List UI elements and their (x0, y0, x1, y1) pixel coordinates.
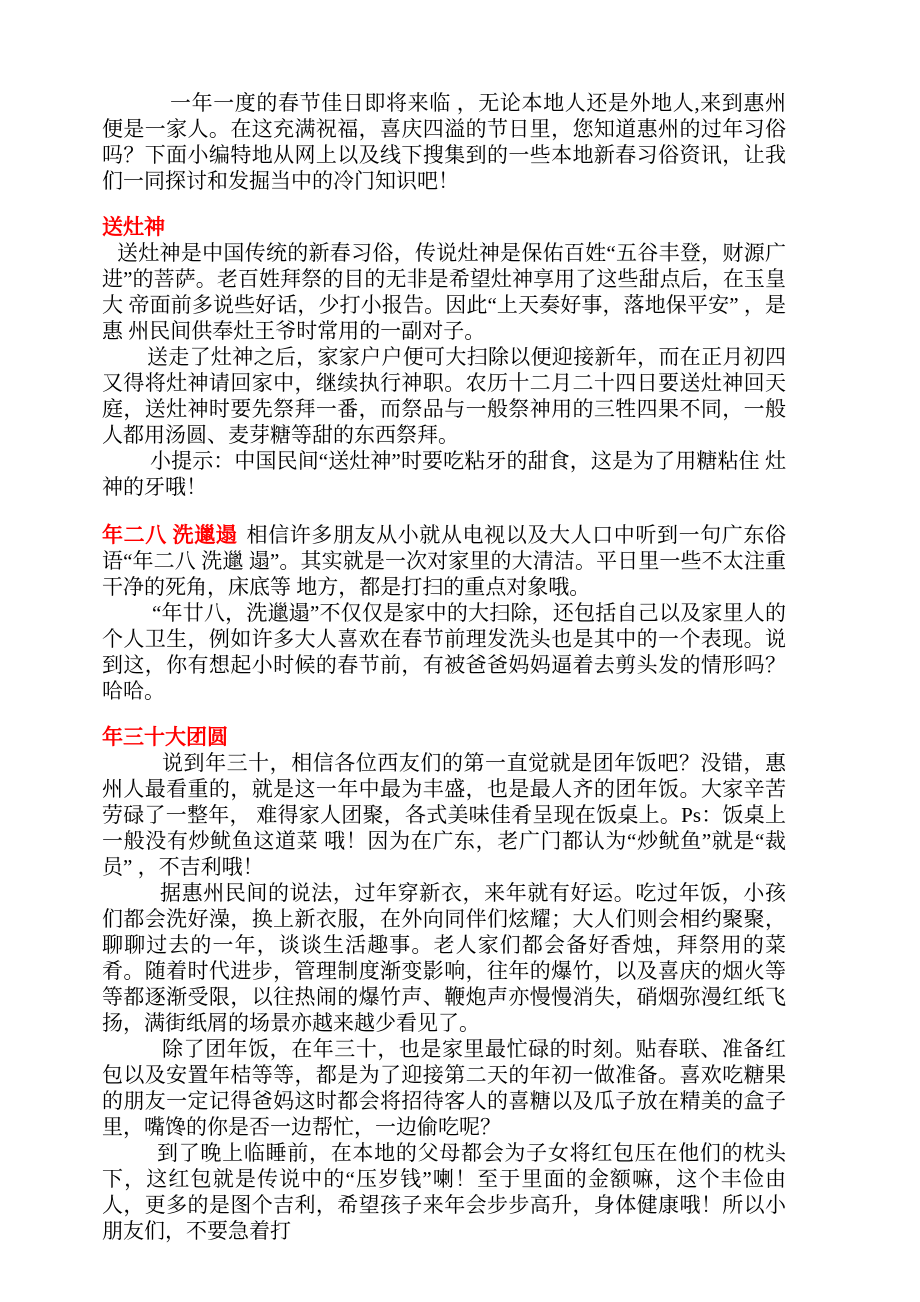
paragraph-song-zao-shen-1: 送灶神是中国传统的新春习俗，传说灶神是保佑百姓“五谷丰登，财源广进”的菩萨。老百姓拜祭的目的无非是希望灶神享用了这些甜点后，在玉皇大 帝面前多说些好话，少打小报告。因此“上天奏好事，落地保平安” ，是惠 州民间供奉灶王爷时常用的一副对子。 (102, 241, 786, 343)
paragraph-song-zao-shen-tip: 小提示：中国民间“送灶神”时要吃粘牙的甜食，这是为了用糖粘住 灶神的牙哦！ (102, 449, 786, 499)
intro-paragraph: 一年一度的春节佳日即将来临 ，无论本地人还是外地人,来到惠州便是一家人。在这充满祝福，喜庆四溢的节日里，您知道惠州的过年习俗吗？下面小编特地从网上以及线下搜集到的一些本地新春习俗资讯，让我们一同探讨和发掘当中的冷门知识吧！ (102, 91, 786, 193)
paragraph-nian-san-shi-3: 除了团年饭，在年三十，也是家里最忙碌的时刻。贴春联、准备红包以及安置年桔等等，都是为了迎接第二天的年初一做准备。喜欢吃糖果的朋友一定记得爸妈这时都会将招待客人的喜糖以及瓜子放在精美的盒子里，嘴馋的你是否一边帮忙，一边偷吃呢？ (102, 1037, 786, 1139)
section-heading-nian-san-shi: 年三十大团圆 (102, 725, 228, 749)
paragraph-nian-er-ba-lead: 相信许多朋友从小就从电视以及大人口中听到一句广东俗语“年二八 洗邋 遢”。其实就是一次对家里的大清洁。平日里一些不太注重干净的死角，床底等 地方，都是打扫的重点对象哦。 (102, 523, 786, 599)
paragraph-nian-san-shi-4: 到了晚上临睡前，在本地的父母都会为子女将红包压在他们的枕头下，这红包就是传说中的“压岁钱”喇！至于里面的金额嘛，这个丰俭由人，更多的是图个吉利，希望孩子来年会步步高升，身体健康哦！所以小朋友们，不要急着打 (102, 1141, 786, 1243)
paragraph-nian-san-shi-1: 说到年三十，相信各位西友们的第一直觉就是团年饭吧？没错，惠州人最看重的，就是这一年中最为丰盛，也是最人齐的团年饭。大家辛苦劳碌了一整年， 难得家人团聚，各式美味佳肴呈现在饭桌上。Ps：饭桌上一般没有炒鱿鱼这道菜 哦！因为在广东，老广门都认为“炒鱿鱼”就是“裁员” ，不吉利哦！ (102, 751, 786, 879)
paragraph-nian-er-ba-2: “年廿八，洗邋遢”不仅仅是家中的大扫除，还包括自己以及家里人的个人卫生，例如许多大人喜欢在春节前理发洗头也是其中的一个表现。说到这，你有想起小时候的春节前，有被爸爸妈妈逼着去剪头发的情形吗？哈哈。 (102, 601, 786, 703)
section-heading-song-zao-shen: 送灶神 (102, 215, 165, 239)
section-nian-er-ba (102, 522, 786, 600)
section-heading-nian-er-ba: 年二八 洗邋遢 (102, 523, 238, 547)
paragraph-nian-san-shi-2: 据惠州民间的说法，过年穿新衣，来年就有好运。吃过年饭，小孩们都会洗好澡，换上新衣服，在外向同伴们炫耀；大人们则会相约聚聚，聊聊过去的一年，谈谈生活趣事。老人家们都会备好香烛，拜祭用的菜肴。随着时代进步，管理制度渐变影响，往年的爆竹，以及喜庆的烟火等等都逐渐受限，以往热闹的爆竹声、鞭炮声亦慢慢消失，硝烟弥漫红纸飞扬，满街纸屑的场景亦越来越少看见了。 (102, 881, 786, 1035)
paragraph-song-zao-shen-2: 送走了灶神之后，家家户户便可大扫除以便迎接新年，而在正月初四 又得将灶神请回家中，继续执行神职。农历十二月二十四日要送灶神回天 庭，送灶神时要先祭拜一番，而祭品与一般祭神用的三牲四果不同，一般 人都用汤圆、麦芽糖等甜的东西祭拜。 (102, 345, 786, 447)
